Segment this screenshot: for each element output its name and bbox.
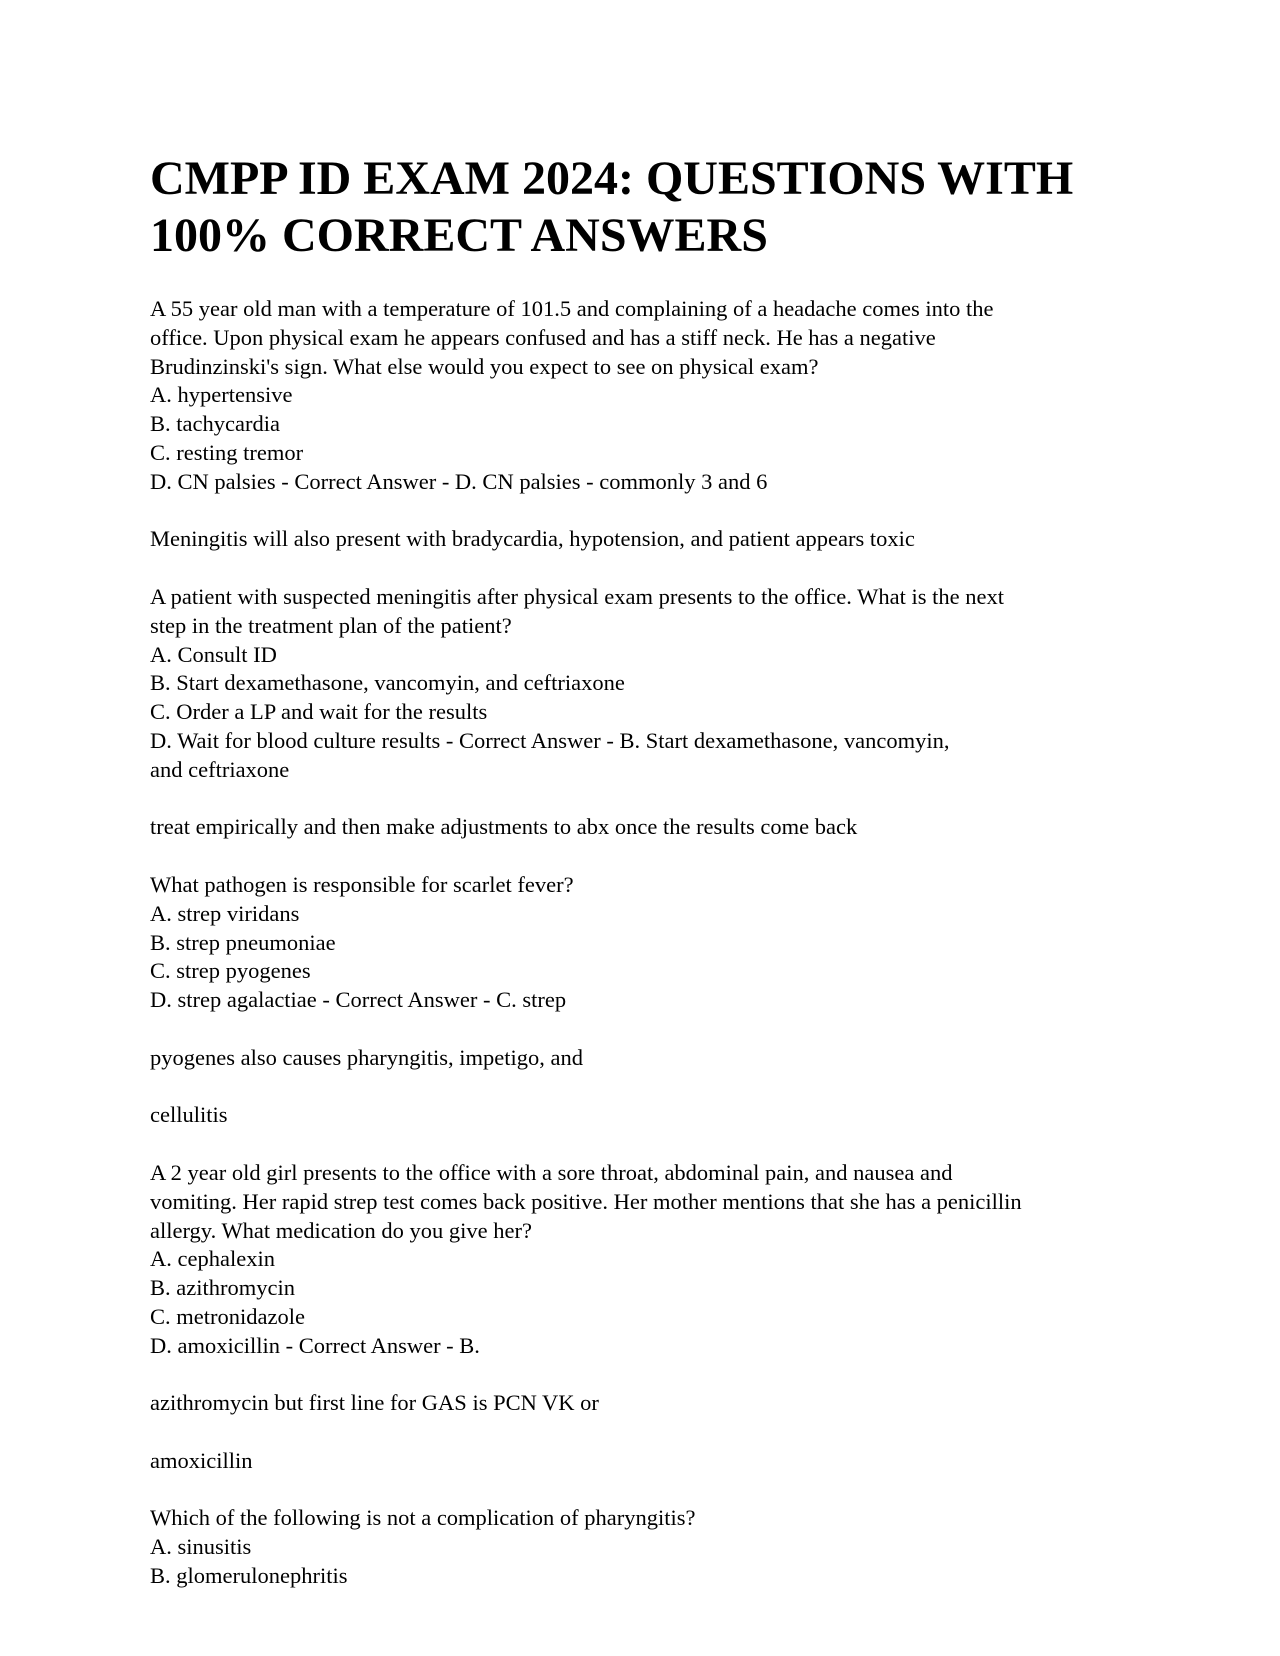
question-3-option-b: B. strep pneumoniae bbox=[150, 929, 336, 955]
question-1-option-a: A. hypertensive bbox=[150, 382, 293, 408]
question-4-option-c: C. metronidazole bbox=[150, 1303, 305, 1329]
question-3-option-a: A. strep viridans bbox=[150, 900, 300, 926]
question-4-stem-line: vomiting. Her rapid strep test comes back positive. Her mother mentions that she has a penicillin bbox=[150, 1188, 1022, 1214]
question-4-option-a: A. cephalexin bbox=[150, 1246, 275, 1272]
question-4-option-d-answer: D. amoxicillin - Correct Answer - B. bbox=[150, 1332, 480, 1358]
document-body bbox=[150, 295, 1160, 1591]
question-1-option-b: B. tachycardia bbox=[150, 411, 280, 437]
question-4-explanation-continued: amoxicillin bbox=[150, 1447, 253, 1473]
question-1-stem-line: office. Upon physical exam he appears confused and has a stiff neck. He has a negative bbox=[150, 324, 936, 350]
question-5 bbox=[150, 1504, 1160, 1590]
question-5-stem-line: Which of the following is not a complication of pharyngitis? bbox=[150, 1505, 696, 1531]
question-3-explanation: pyogenes also causes pharyngitis, impetigo, and bbox=[150, 1044, 584, 1070]
question-5-option-a: A. sinusitis bbox=[150, 1534, 252, 1560]
question-1-option-d-answer: D. CN palsies - Correct Answer - D. CN palsies - commonly 3 and 6 bbox=[150, 468, 768, 494]
question-2-option-a: A. Consult ID bbox=[150, 641, 277, 667]
question-5-option-b: B. glomerulonephritis bbox=[150, 1563, 348, 1589]
question-3-option-d-answer: D. strep agalactiae - Correct Answer - C. strep bbox=[150, 987, 567, 1013]
question-2-stem-line: A patient with suspected meningitis after physical exam presents to the office. What is the next bbox=[150, 583, 1004, 609]
question-2-answer-continued: and ceftriaxone bbox=[150, 756, 290, 782]
title-line-1: CMPP ID EXAM 2024: QUESTIONS WITH bbox=[150, 152, 1074, 205]
document-title bbox=[150, 150, 1150, 264]
question-1-stem-line: A 55 year old man with a temperature of 101.5 and complaining of a headache comes into the bbox=[150, 296, 994, 321]
question-4-stem-line: allergy. What medication do you give her? bbox=[150, 1217, 532, 1243]
question-4 bbox=[150, 1159, 1160, 1361]
question-2-option-d-answer: D. Wait for blood culture results - Correct Answer - B. Start dexamethasone, vancomyin, bbox=[150, 727, 950, 753]
title-line-2: 100% CORRECT ANSWERS bbox=[150, 209, 768, 262]
question-4-option-b: B. azithromycin bbox=[150, 1275, 295, 1301]
question-1 bbox=[150, 295, 1160, 497]
question-2-stem-line: step in the treatment plan of the patient? bbox=[150, 612, 512, 638]
question-2-option-b: B. Start dexamethasone, vancomyin, and ceftriaxone bbox=[150, 670, 625, 696]
question-1-explanation: Meningitis will also present with bradycardia, hypotension, and patient appears toxic bbox=[150, 526, 915, 552]
question-4-explanation: azithromycin but first line for GAS is PCN VK or bbox=[150, 1390, 599, 1416]
question-2-explanation: treat empirically and then make adjustments to abx once the results come back bbox=[150, 814, 858, 840]
question-3-explanation-continued: cellulitis bbox=[150, 1102, 228, 1128]
question-1-stem-line: Brudinzinski's sign. What else would you expect to see on physical exam? bbox=[150, 353, 819, 379]
question-4-stem-line: A 2 year old girl presents to the office with a sore throat, abdominal pain, and nausea and bbox=[150, 1159, 953, 1185]
question-2-option-c: C. Order a LP and wait for the results bbox=[150, 699, 488, 725]
question-3 bbox=[150, 871, 1160, 1015]
question-2 bbox=[150, 583, 1160, 785]
question-3-stem-line: What pathogen is responsible for scarlet fever? bbox=[150, 871, 574, 897]
question-3-option-c: C. strep pyogenes bbox=[150, 958, 311, 984]
question-1-option-c: C. resting tremor bbox=[150, 439, 304, 465]
